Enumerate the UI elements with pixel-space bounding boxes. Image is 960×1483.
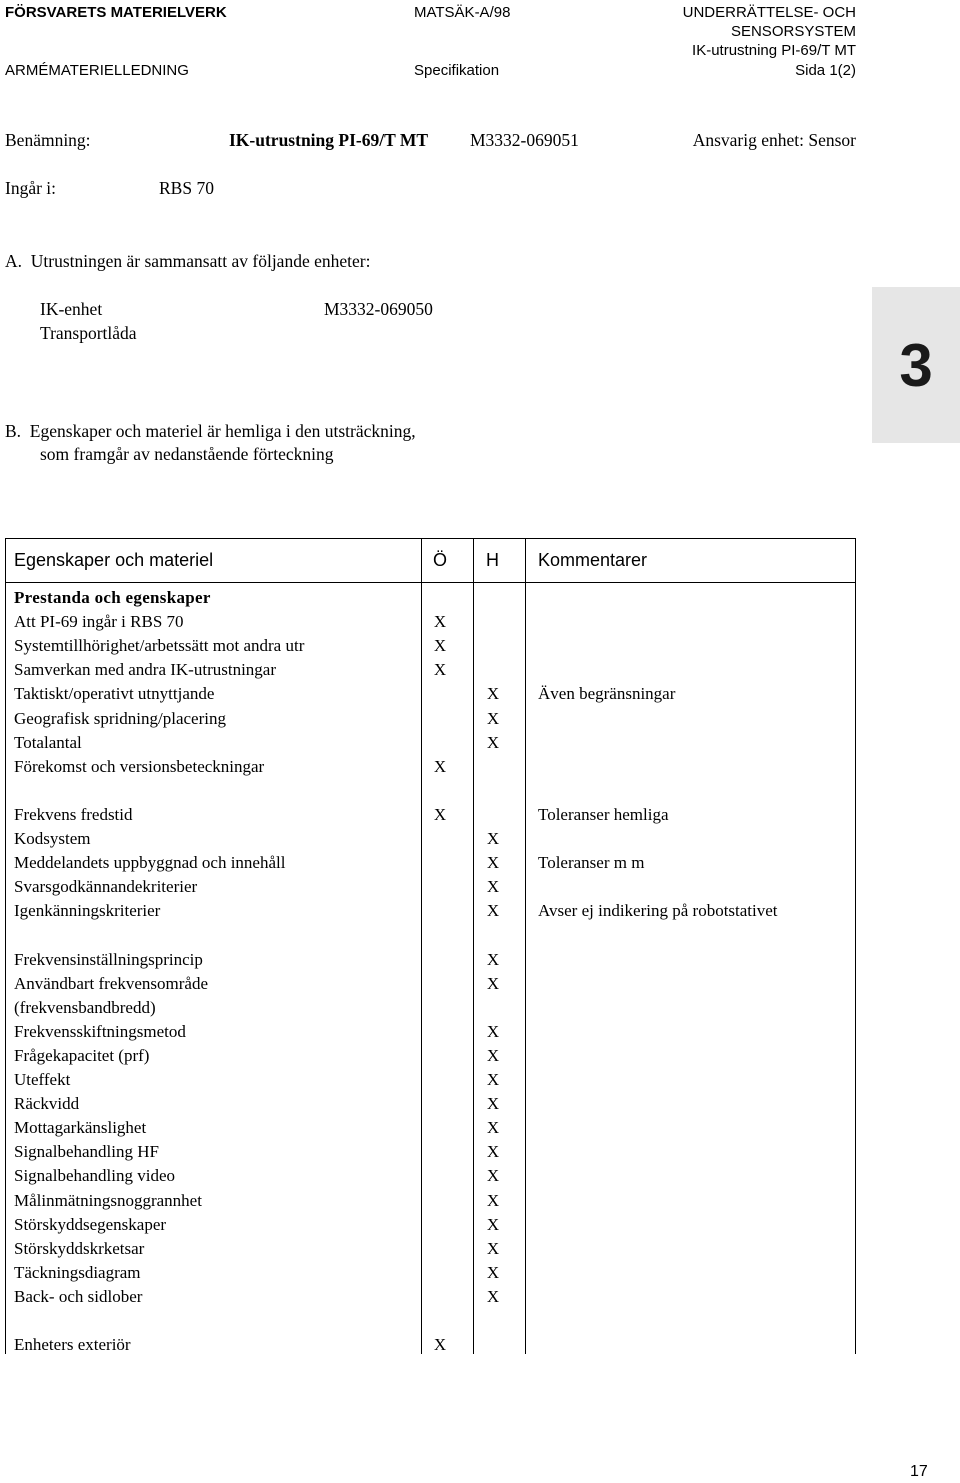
doc-type: Specifikation: [414, 62, 500, 79]
property-name: Igenkänningskriterier: [14, 901, 161, 921]
unit-name: IK-enhet: [40, 299, 103, 319]
table-row: [6, 611, 855, 635]
table-row: [6, 1117, 855, 1141]
mark-h: X: [486, 1142, 500, 1162]
table-header: [6, 539, 855, 583]
benamning-label: Benämning:: [5, 130, 91, 150]
dept-line2: SENSORSYSTEM: [730, 23, 856, 40]
classification-table: [5, 538, 856, 1354]
property-name: Enheters exteriör: [14, 1335, 131, 1355]
header-h: H: [486, 550, 499, 570]
mark-h: X: [486, 973, 500, 993]
dept-line1: UNDERRÄTTELSE- OCH: [682, 4, 856, 21]
property-name: Störskyddsegenskaper: [14, 1214, 167, 1234]
property-name: Räckvidd: [14, 1094, 80, 1114]
table-row: [6, 1310, 855, 1334]
property-name: Prestanda och egenskaper: [14, 588, 211, 607]
table-row: [6, 1093, 855, 1117]
unit-code: M3332-069050: [324, 299, 433, 319]
mark-o: X: [433, 612, 447, 632]
mark-o: X: [433, 756, 447, 776]
table-row: [6, 973, 855, 997]
property-name: Signalbehandling HF: [14, 1142, 159, 1162]
property-name: Användbart frekvensområde: [14, 973, 209, 993]
table-row: [6, 1165, 855, 1189]
table-row: [6, 1214, 855, 1238]
table-row: [6, 1262, 855, 1286]
comment: Toleranser hemliga: [538, 804, 669, 824]
section-a-title: A. Utrustningen är sammansatt av följande enheter:: [5, 251, 371, 271]
table-row: [6, 1190, 855, 1214]
table-row: [6, 1334, 855, 1358]
table-row: [6, 1021, 855, 1045]
mark-h: X: [486, 1070, 500, 1089]
chapter-tab-marker: 3: [872, 287, 960, 443]
mark-h: X: [486, 1238, 500, 1258]
mark-h: X: [486, 1118, 500, 1138]
property-name: Samverkan med andra IK-utrustningar: [14, 660, 276, 680]
header-property: Egenskaper och materiel: [14, 550, 214, 570]
property-name: Frågekapacitet (prf): [14, 1045, 150, 1065]
dept-line3: IK-utrustning PI-69/T MT: [692, 42, 856, 59]
mark-h: X: [486, 1045, 500, 1065]
mark-h: X: [486, 1286, 500, 1306]
table-row: [6, 804, 855, 828]
property-name: Signalbehandling video: [14, 1166, 176, 1186]
table-row: [6, 708, 855, 732]
table-row: [6, 1238, 855, 1262]
mark-h: X: [486, 1190, 500, 1210]
property-name: Taktiskt/operativt utnyttjande: [14, 684, 215, 704]
property-name: Att PI-69 ingår i RBS 70: [14, 612, 184, 632]
mark-h: X: [486, 853, 500, 873]
ingar-value: RBS 70: [159, 178, 214, 198]
property-name: Mottagarkänslighet: [14, 1118, 147, 1138]
property-name: Totalantal: [14, 732, 82, 752]
property-name: Frekvensinställningsprincip: [14, 949, 203, 969]
page-indicator: Sida 1(2): [795, 62, 856, 79]
table-row: [6, 732, 855, 756]
mark-h: X: [486, 684, 500, 704]
table-row: [6, 635, 855, 659]
property-name: (frekvensbandbredd): [14, 997, 156, 1017]
org-name-bottom: ARMÉMATERIELLEDNING: [5, 62, 189, 79]
page-number: 17: [910, 1463, 928, 1480]
table-row: [6, 852, 855, 876]
benamning-value: IK-utrustning PI-69/T MT: [229, 130, 429, 150]
table-row: [6, 587, 855, 611]
org-name-top: FÖRSVARETS MATERIELVERK: [5, 4, 227, 21]
mark-o: X: [433, 660, 447, 680]
property-name: Back- och sidlober: [14, 1286, 143, 1306]
mark-o: X: [433, 636, 447, 656]
comment: Avser ej indikering på robotstativet: [538, 901, 778, 921]
ingar-label: Ingår i:: [5, 178, 57, 198]
table-row: [6, 756, 855, 780]
table-row: [6, 1141, 855, 1165]
mark-h: X: [486, 732, 500, 752]
table-row: [6, 1286, 855, 1310]
header-comments: Kommentarer: [538, 550, 648, 570]
table-row: [6, 780, 855, 804]
benamning-code: M3332-069051: [470, 130, 579, 150]
table-row: [6, 997, 855, 1021]
comment: Även begränsningar: [538, 684, 676, 704]
table-row: [6, 1045, 855, 1069]
property-name: Frekvensskiftningsmetod: [14, 1021, 186, 1041]
mark-h: X: [486, 1262, 500, 1282]
section-b-line1: B. Egenskaper och materiel är hemliga i den utsträckning,: [5, 421, 416, 441]
responsible-unit: Ansvarig enhet: Sensor: [692, 130, 856, 150]
table-row: [6, 828, 855, 852]
mark-h: X: [486, 1094, 500, 1114]
mark-h: X: [486, 708, 500, 728]
table-row: [6, 683, 855, 707]
table-row: [6, 900, 855, 924]
property-name: Svarsgodkännandekriterier: [14, 877, 198, 897]
mark-h: X: [486, 1166, 500, 1186]
doc-code: MATSÄK-A/98: [414, 4, 511, 21]
mark-h: X: [486, 1021, 500, 1041]
comment: Toleranser m m: [538, 853, 645, 873]
property-name: Uteffekt: [14, 1070, 71, 1089]
mark-h: X: [486, 949, 500, 969]
property-name: Meddelandets uppbyggnad och innehåll: [14, 853, 286, 873]
property-name: Störskyddskrketsar: [14, 1238, 145, 1258]
mark-o: X: [433, 804, 447, 824]
property-name: Kodsystem: [14, 829, 91, 848]
table-row: [6, 876, 855, 900]
property-name: Frekvens fredstid: [14, 804, 133, 824]
unit-name: Transportlåda: [40, 323, 137, 343]
mark-h: X: [486, 1214, 500, 1234]
mark-o: X: [433, 1335, 447, 1355]
mark-h: X: [486, 829, 500, 848]
mark-h: X: [486, 901, 500, 921]
section-b-line2: som framgår av nedanstående förteckning: [40, 444, 334, 464]
property-name: Systemtillhörighet/arbetssätt mot andra utr: [14, 636, 305, 656]
property-name: Täckningsdiagram: [14, 1262, 141, 1282]
table-row: [6, 1069, 855, 1093]
mark-h: X: [486, 877, 500, 897]
table-row: [6, 924, 855, 948]
property-name: Målinmätningsnoggrannhet: [14, 1190, 202, 1210]
property-name: Förekomst och versionsbeteckningar: [14, 756, 265, 776]
property-name: Geografisk spridning/placering: [14, 708, 226, 728]
table-row: [6, 949, 855, 973]
header-o: Ö: [433, 550, 448, 570]
table-row: [6, 659, 855, 683]
